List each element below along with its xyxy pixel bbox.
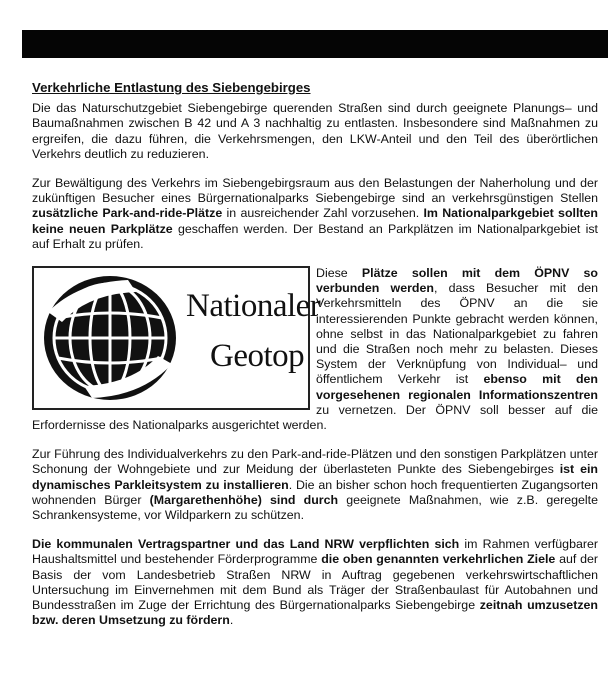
paragraph-1: Die das Naturschutzgebiet Siebengebirge querenden Straßen sind durch geeignete Planungs– und Baumaßnahmen zwischen B 42 und A 3 nachhaltig zu entlasten. Insbesondere sind Maßnahmen zu ergreifen, die dazu führen, die Verkehrsmengen, den LKW-Anteil und den Teil des überörtlichen Verkehrs deutlich zu reduzieren. (32, 101, 598, 161)
paragraph-2: Zur Bewältigung des Verkehrs im Siebengebirgsraum aus den Belastungen der Naherholung und der zukünftigen Besucher eines Bürgernationalparks Siebengebirge sind an verkehrsgünstigen Stellen zusätzliche Park-and-ride-Plätze in ausreichender Zahl vorzusehen. Im Nationalparkgebiet sollten keine neuen Parkplätze geschaffen werden. Der Bestand an Parkplätzen im Nationalparkgebiet ist auf Erhalt zu prüfen. (32, 176, 598, 251)
logo-text-line2: Geotop (210, 338, 305, 375)
header-bar (22, 30, 608, 58)
document-body (32, 80, 598, 643)
geotop-logo (32, 266, 321, 410)
logo-section (32, 266, 598, 433)
section-heading: Verkehrliche Entlastung des Siebengebirges (32, 80, 311, 95)
globe-icon (38, 272, 188, 406)
paragraph-3: Diese Plätze sollen mit dem ÖPNV so verbunden werden, dass Besucher mit den Verkehrsmitteln des ÖPNV an die sie interessierenden Punkte gebracht werden können, ohne selbst in das Nationalparkgebiet zu fahren und die Straßen noch mehr zu belasten. Dieses System der Verknüpfung von Individual– und öffentlichem Verkehr ist ebenso mit den vorgesehenen regionalen Informationszentren zu vernetzen. Der ÖPNV soll besser auf die Erfordernisse des Nationalparks ausgerichtet werden. (32, 266, 598, 433)
paragraph-5: Die kommunalen Vertragspartner und das Land NRW verpflichten sich im Rahmen verfügbarer Haushaltsmittel und bestehender Förderprogramme die oben genannten verkehrlichen Ziele auf der Basis der vom Landesbetrieb Straßen NRW in Auftrag gegebenen verkehrswirtschaftlichen Untersuchung im Einvernehmen mit dem Bund als Träger der Straßenbaulast für Autobahnen und Bundesstraßen im Zuge der Errichtung des Bürgernationalparks Siebengebirge zeitnah umzusetzen bzw. deren Umsetzung zu fördern. (32, 537, 598, 628)
paragraph-4: Zur Führung des Individualverkehrs zu den Park-and-ride-Plätzen und den sonstigen Parkplätzen unter Schonung der Wohngebiete und zur Meidung der überlasteten Punkte des Siebengebirges ist ein dynamisches Parkleitsystem zu installieren. Die an bisher schon hoch frequentierten Zugangsorten wohnenden Bürger (Margarethenhöhe) sind durch geeignete Maßnahmen, wie z.B. geregelte Schrankensysteme, vor Wildparkern zu schützen. (32, 447, 598, 523)
logo-text-line1: Nationaler (186, 288, 321, 325)
